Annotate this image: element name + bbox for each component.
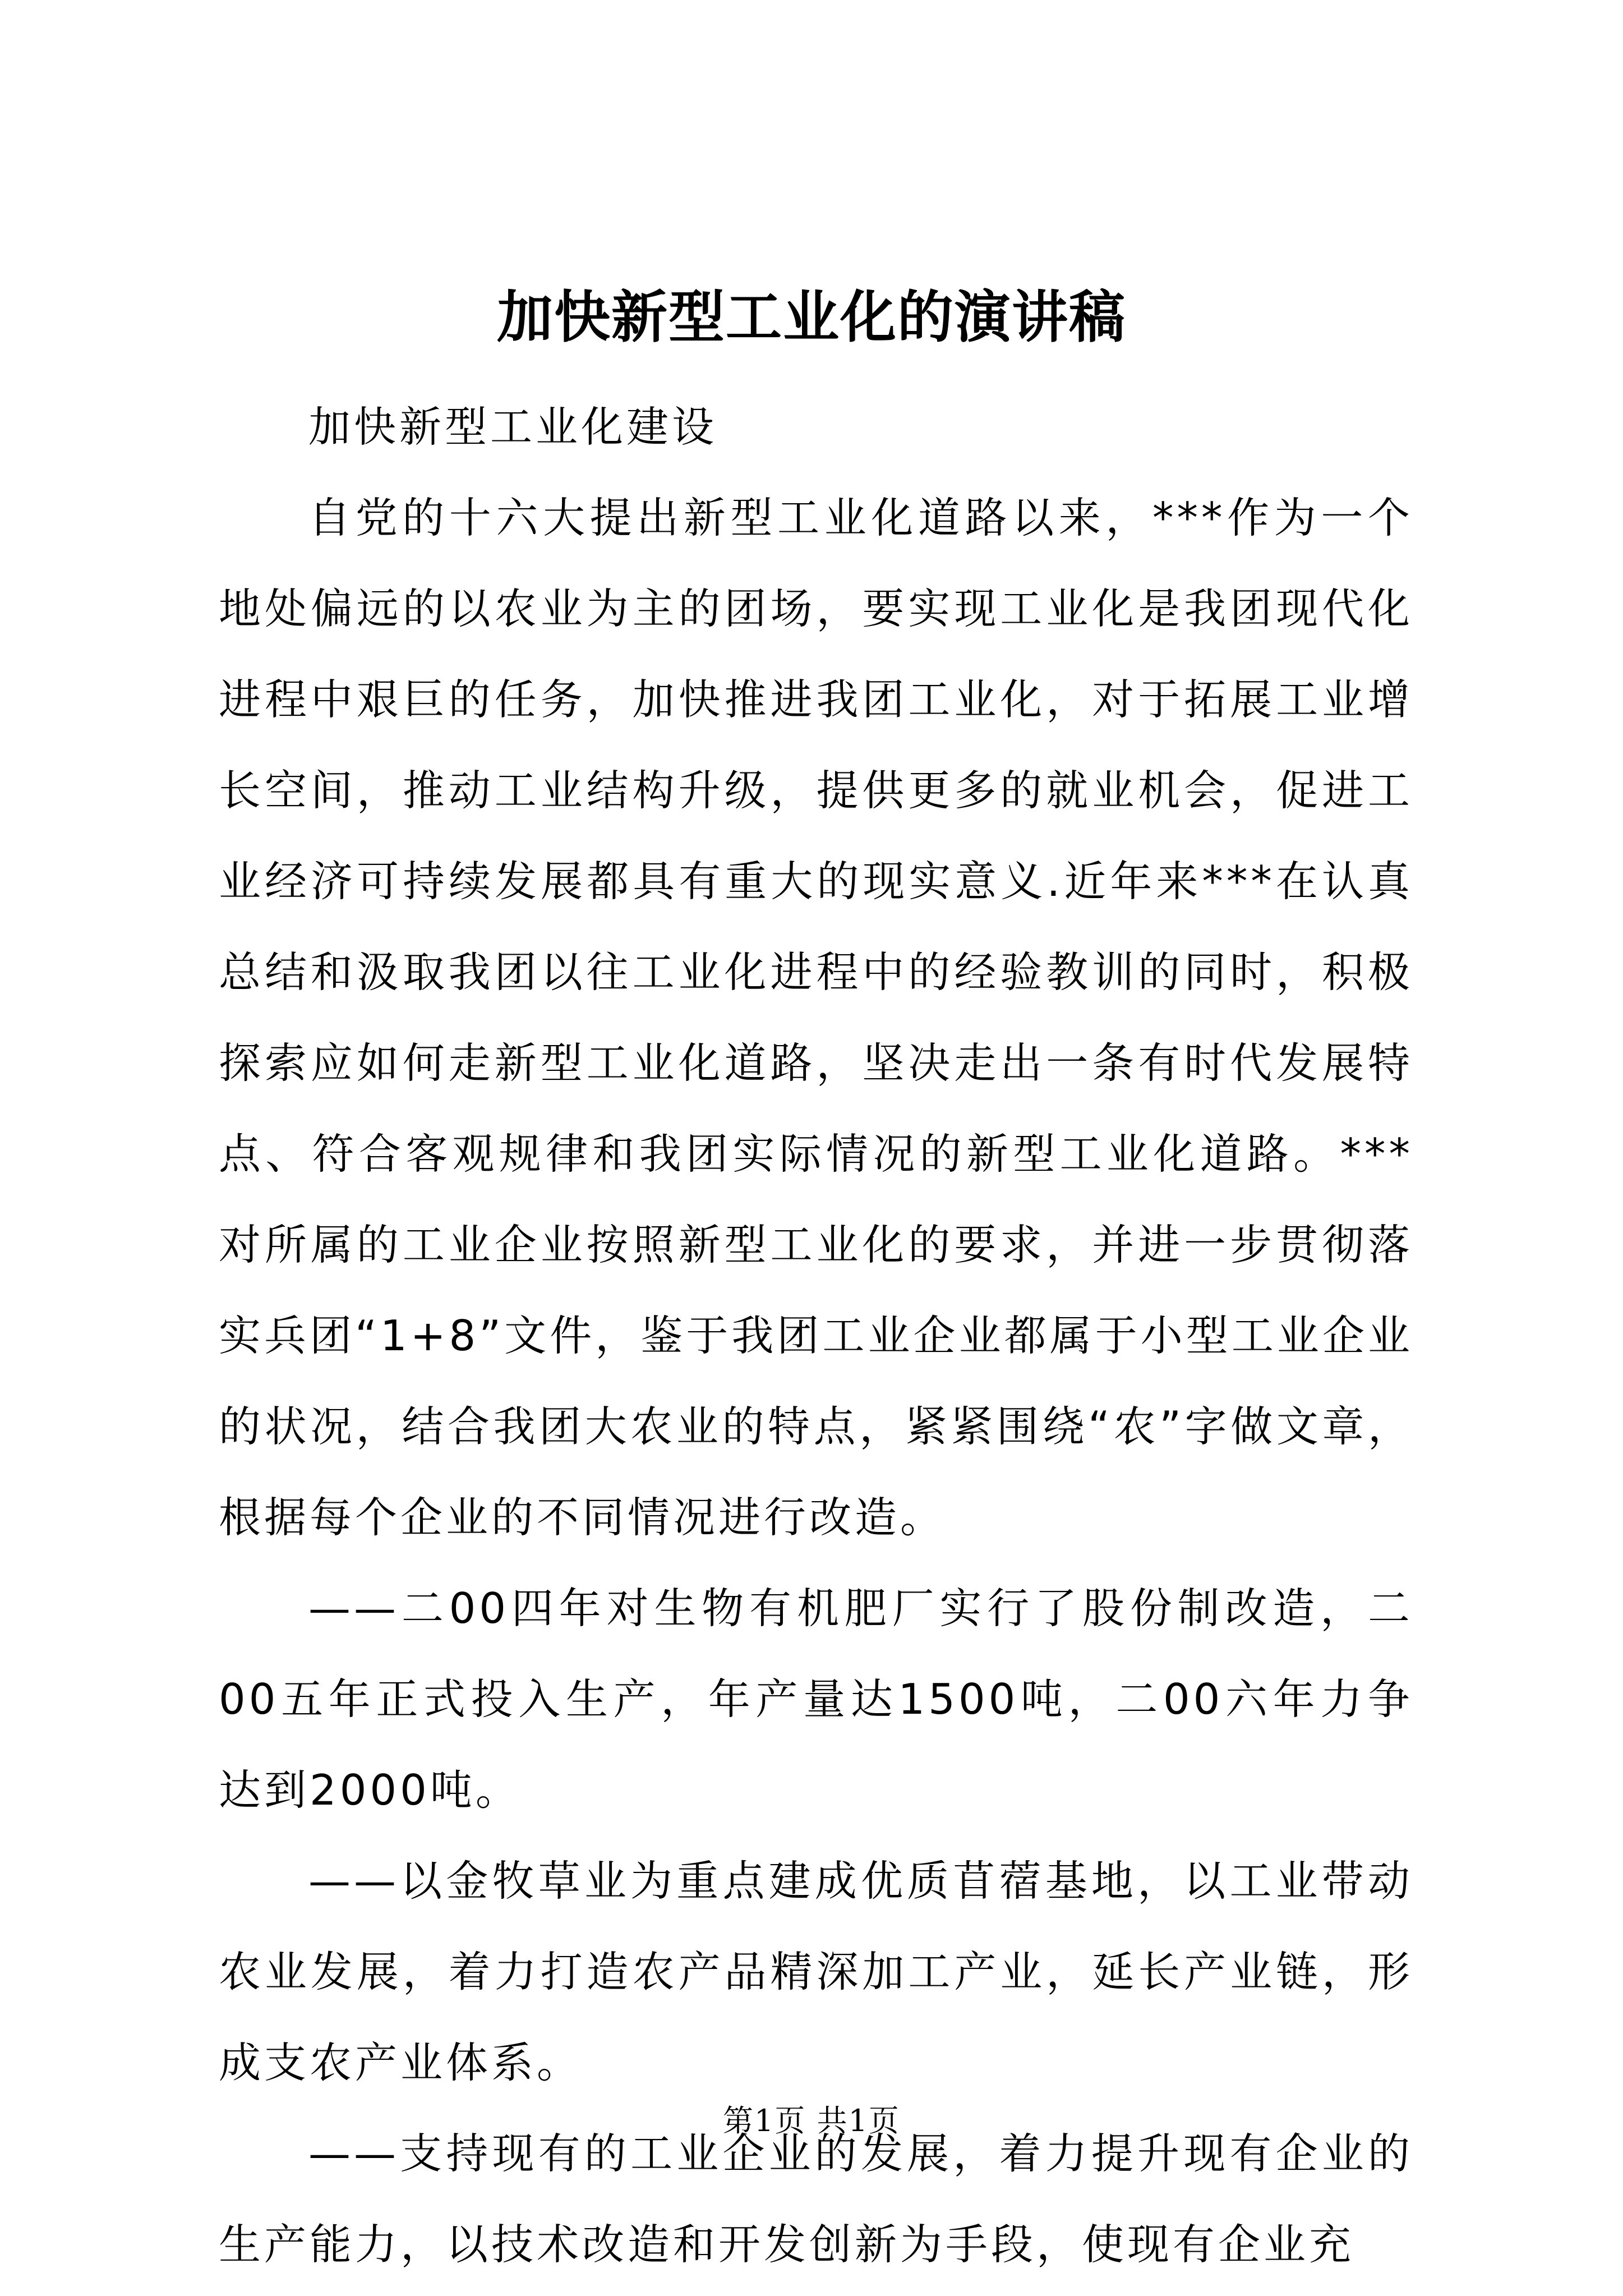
paragraph-subtitle: 加快新型工业化建设	[308, 402, 718, 452]
paragraph-intro: 自党的十六大提出新型工业化道路以来，***作为一个地处偏远的以农业为主的团场，要实现工业化是我团现代化进程中艰巨的任务，加快推进我团工业化，对于拓展工业增长空间，推动工业结构升级，提供更多的就业机会，促进工业经济可持续发展都具有重大的现实意义.近年来***在认真总结和汲取我团以往工业化进程中的经验教训的同时，积极探索应如何走新型工业化道路，坚决走出一条有时代发展特点、符合客观规律和我团实际情况的新型工业化道路。***对所属的工业企业按照新型工业化的要求，并进一步贯彻落实兵团“1+8”文件，鉴于我团工业企业都属于小型工业企业的状况，结合我团大农业的特点，紧紧围绕“农”字做文章，根据每个企业的不同情况进行改造。	[219, 493, 1413, 1542]
document-title: 加快新型工业化的演讲稿	[497, 284, 1126, 350]
paragraph-item-fertilizer: ——二00四年对生物有机肥厂实行了股份制改造，二00五年正式投入生产，年产量达1500吨，二00六年力争达到2000吨。	[219, 1584, 1413, 1815]
page-footer: 第1页 共1页	[723, 2103, 900, 2138]
document-body	[219, 381, 1413, 2290]
paragraph-item-alfalfa: ——以金牧草业为重点建成优质苜蓿基地，以工业带动农业发展，着力打造农产品精深加工产业，延长产业链，形成支农产业体系。	[219, 1856, 1413, 2087]
paragraph-item-existing-enterprises: ——支持现有的工业企业的发展，着力提升现有企业的生产能力，以技术改造和开发创新为手段，使现有企业充	[219, 2129, 1413, 2269]
